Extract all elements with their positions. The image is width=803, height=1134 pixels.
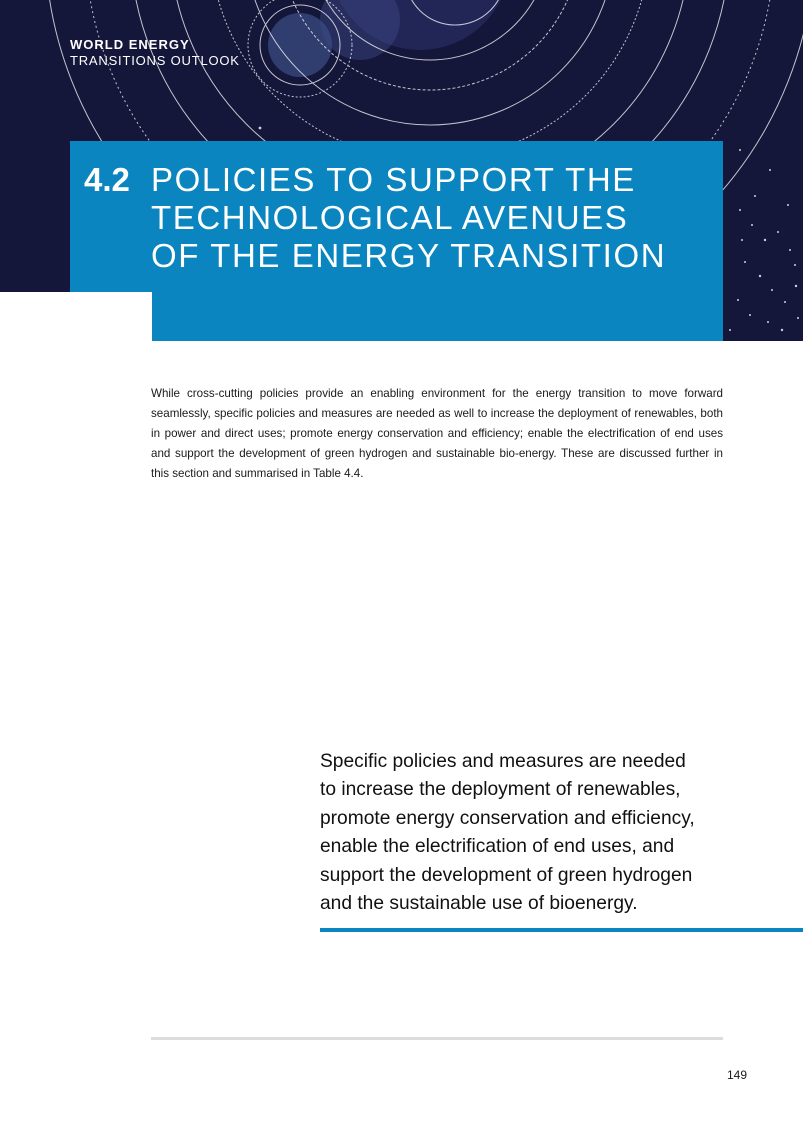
section-number: 4.2 — [84, 161, 130, 198]
hero-notch — [0, 292, 152, 341]
section-title-panel-extension — [152, 290, 723, 341]
publication-subtitle: TRANSITIONS OUTLOOK — [70, 53, 240, 68]
section-title — [151, 161, 666, 275]
section-title-line: POLICIES TO SUPPORT THE — [151, 161, 636, 198]
footer-divider — [151, 1037, 723, 1040]
intro-paragraph: While cross-cutting policies provide an enabling environment for the energy transition to move forward seamlessly, specific policies and measures are needed as well to increase the deployment of renewables, both in power and direct uses; promote energy conservation and efficiency; enable the electrification of end uses and support the development of green hydrogen and sustainable bio-energy. These are discussed further in this section and summarised in Table 4.4. — [151, 387, 723, 480]
pull-quote — [320, 748, 740, 918]
publication-masthead — [70, 37, 240, 69]
publication-title: WORLD ENERGY — [70, 37, 190, 52]
pull-quote-line: support the development of green hydrogen — [320, 864, 693, 886]
pull-quote-line: promote energy conservation and efficiency, — [320, 807, 695, 829]
section-title-line: OF THE ENERGY TRANSITION — [151, 237, 667, 274]
section-title-line: TECHNOLOGICAL AVENUES — [151, 199, 629, 236]
pull-quote-line: to increase the deployment of renewables, — [320, 779, 681, 801]
pull-quote-line: enable the electrification of end uses, and — [320, 836, 675, 858]
pull-quote-line: Specific policies and measures are needed — [320, 751, 686, 772]
page-number: 149 — [726, 1068, 747, 1082]
pull-quote-rule — [320, 928, 803, 932]
pull-quote-line: and the sustainable use of bioenergy. — [320, 893, 638, 915]
